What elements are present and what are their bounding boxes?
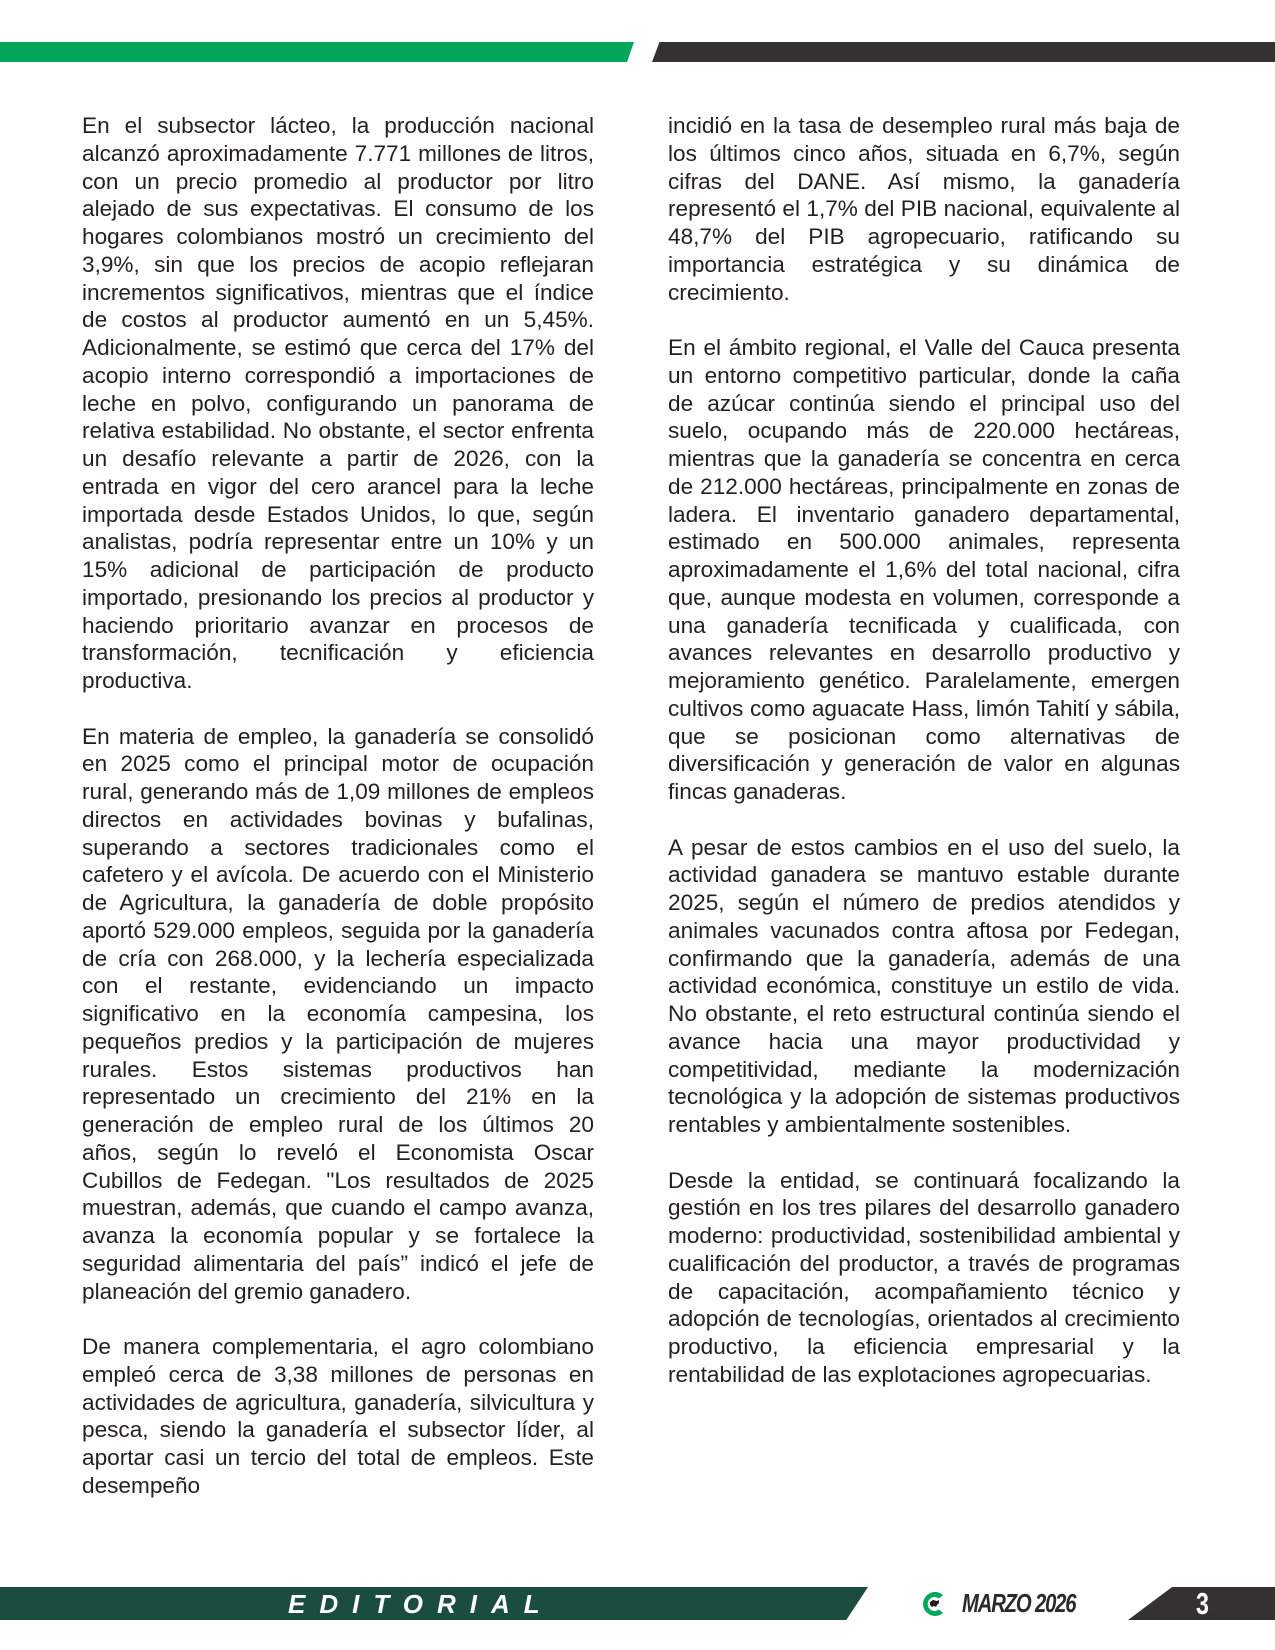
issue-date: MARZO 2026 [962,1588,1076,1618]
article-column-right [668,112,1180,1389]
header-accent-bar-dark [652,42,1275,62]
footer-section-label: EDITORIAL [288,1589,554,1619]
paragraph-dairy-subsector: En el subsector lácteo, la producción nacional alcanzó aproximadamente 7.771 millones de litros, con un precio promedio al productor por litro alejado de sus expectativas. El consumo de los hogares colombianos mostró un crecimiento del 3,9%, sin que los precios de acopio reflejaran incrementos significativos, mientras que el índice de costos al productor aumentó en un 5,45%. Adicionalmente, se estimó que cerca del 17% del acopio interno correspondió a importaciones de leche en polvo, configurando un panorama de relativa estabilidad. No obstante, el sector enfrenta un desafío relevante a partir de 2026, con la entrada en vigor del cero arancel para la leche importada desde Estados Unidos, lo que, según analistas, podría representar entre un 10% y un 15% adicional de participación de producto importado, presionando los precios al productor y haciendo prioritario avanzar en procesos de transformación, tecnificación y eficiencia productiva. [82,113,594,693]
paragraph-unemployment-pib: incidió en la tasa de desempleo rural más baja de los últimos cinco años, situada en 6,7%, según cifras del DANE. Así mismo, la ganadería representó el 1,7% del PIB nacional, equivalente al 48,7% del PIB agropecuario, ratificando su importancia estratégica y su dinámica de crecimiento. [668,113,1180,305]
page-number: 3 [1196,1586,1209,1621]
paragraph-agro-employment: De manera complementaria, el agro colombiano empleó cerca de 3,38 millones de personas en actividades de agricultura, ganadería, silvicultura y pesca, siendo la ganadería el subsector líder, al aportar casi un tercio del total de empleos. Este desempeño [82,1334,594,1498]
header-accent-bar-green [0,42,634,62]
paragraph-three-pillars: Desde la entidad, se continuará focalizando la gestión en los tres pilares del desarrollo ganadero moderno: productividad, sostenibilidad ambiental y cualificación del productor, a través de programas de capacitación, acompañamiento técnico y adopción de tecnologías, orientados al crecimiento productivo, la eficiencia empresarial y la rentabilidad de las explotaciones agropecuarias. [668,1167,1180,1387]
paragraph-stability: A pesar de estos cambios en el uso del suelo, la actividad ganadera se mantuvo estable durante 2025, según el número de predios atendidos y animales vacunados contra aftosa por Fedegan, confirmando que la ganadería, además de una actividad económica, constituye un estilo de vida. No obstante, el reto estructural continúa siendo el avance hacia una mayor productividad y competitividad, mediante la modernización tecnológica y la adopción de sistemas productivos rentables y ambientalmente sostenibles. [668,834,1180,1137]
paragraph-employment: En materia de empleo, la ganadería se consolidó en 2025 como el principal motor de ocupación rural, generando más de 1,09 millones de empleos directos en actividades bovinas y bufalinas, superando a sectores tradicionales como el cafetero y el avícola. De acuerdo con el Ministerio de Agricultura, la ganadería de doble propósito aportó 529.000 empleos, seguida por la ganadería de cría con 268.000, y la lechería especializada con el restante, evidenciando un impacto significativo en la economía campesina, los pequeños predios y la participación de mujeres rurales. Estos sistemas productivos han representado un crecimiento del 21% en la generación de empleo rural de los últimos 20 años, según lo reveló el Economista Oscar Cubillos de Fedegan. "Los resultados de 2025 muestran, además, que cuando el campo avanza, avanza la economía popular y se fortalece la seguridad alimentaria del país” indicó el jefe de planeación del gremio ganadero. [82,723,594,1304]
paragraph-valle-del-cauca: En el ámbito regional, el Valle del Cauca presenta un entorno competitivo particular, donde la caña de azúcar continúa siendo el principal uso del suelo, ocupando más de 220.000 hectáreas, mientras que la ganadería se concentra en cerca de 212.000 hectáreas, principalmente en zonas de ladera. El inventario ganadero departamental, estimado en 500.000 animales, representa aproximadamente el 1,6% del total nacional, cifra que, aunque modesta en volumen, corresponde a una ganadería tecnificada y cualificada, con avances relevantes en desarrollo productivo y mejoramiento genético. Paralelamente, emergen cultivos como aguacate Hass, limón Tahití y sábila, que se posicionan como alternativas de diversificación y generación de valor en algunas fincas ganaderas. [668,335,1180,804]
c-logo-icon [918,1589,948,1619]
c-logo-cow [930,1600,939,1607]
article-column-left [82,112,594,1500]
